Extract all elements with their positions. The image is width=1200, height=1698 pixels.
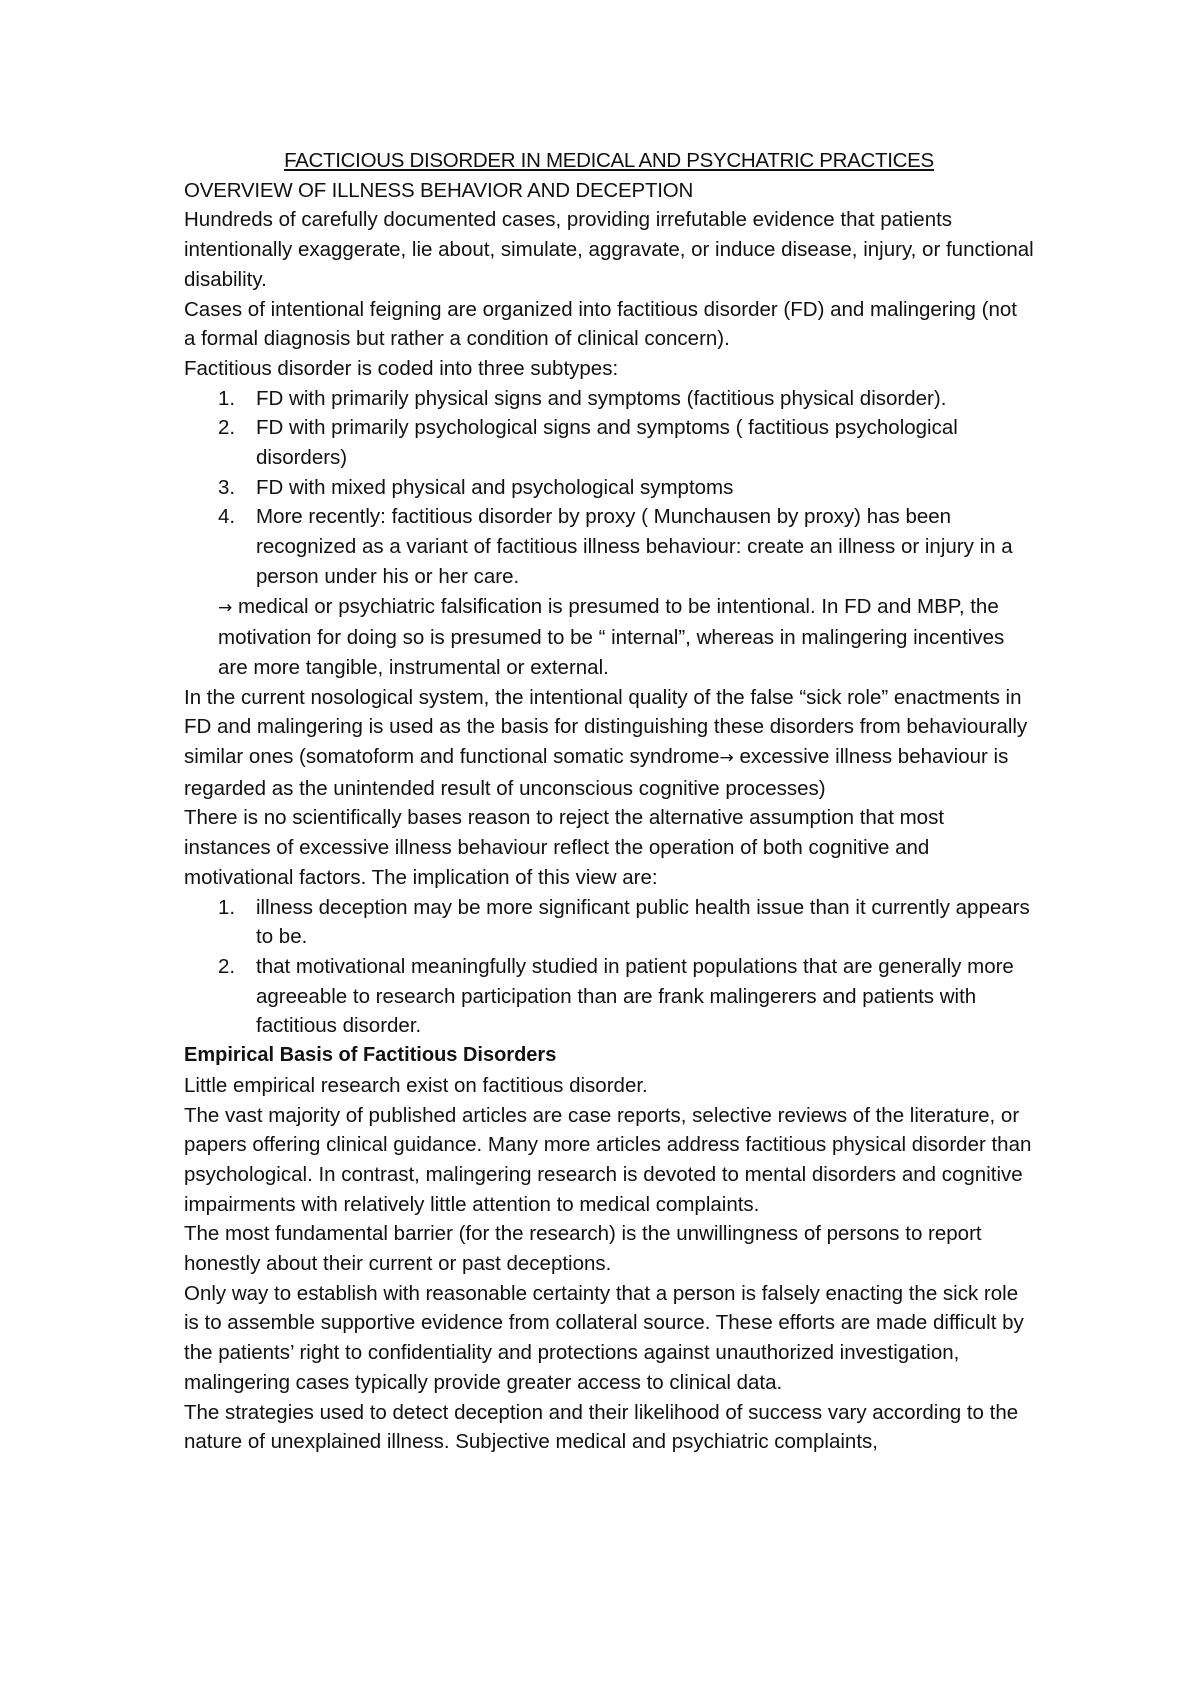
list-text: FD with primarily physical signs and symptoms (factitious physical disorder). <box>256 386 947 410</box>
document-title: FACTICIOUS DISORDER IN MEDICAL AND PSYCHATRIC PRACTICES <box>284 149 934 172</box>
list-text: that motivational meaningfully studied in patient populations that are generally more agreeable to research participation than are frank malingerers and patients with factitious disorder. <box>256 954 1014 1038</box>
paragraph-nosological-system <box>184 683 1034 804</box>
list-item <box>184 384 1034 414</box>
paragraph-subtypes-intro: Factitious disorder is coded into three subtypes: <box>184 356 619 380</box>
empirical-heading: Empirical Basis of Factitious Disorders <box>184 1044 557 1067</box>
arrow-note <box>184 592 1034 683</box>
list-item <box>184 413 1034 472</box>
paragraph-little-research: Little empirical research exist on factitious disorder. <box>184 1073 648 1097</box>
paragraph-detection-strategies: The strategies used to detect deception and their likelihood of success vary according to the nature of unexplained illness. Subjective medical and psychiatric complaints, <box>184 1400 1019 1454</box>
list-item <box>184 893 1034 952</box>
list-number: 2. <box>218 416 236 440</box>
arrow-right-icon: → <box>719 748 734 769</box>
subtypes-list <box>184 384 1034 592</box>
paragraph-alternative-assumption: There is no scientifically bases reason to reject the alternative assumption that most instances of excessive illness behaviour reflect the operation of both cognitive and motivational factors. The implication of this view are: <box>184 806 945 889</box>
paragraph-documented-cases: Hundreds of carefully documented cases, providing irrefutable evidence that patients intentionally exaggerate, lie about, simulate, aggravate, or induce disease, injury, or functional disability. <box>184 208 1034 291</box>
overview-heading: OVERVIEW OF ILLNESS BEHAVIOR AND DECEPTION <box>184 178 694 202</box>
list-text: FD with primarily psychological signs and symptoms ( factitious psychological disorders) <box>256 416 958 470</box>
arrow-note-text: medical or psychiatric falsification is presumed to be intentional. In FD and MBP, the motivation for doing so is presumed to be “ internal”, whereas in malingering incentives are more tangible, instrumental or external. <box>218 594 1005 679</box>
document-body <box>184 146 1034 1457</box>
paragraph-fundamental-barrier: The most fundamental barrier (for the research) is the unwillingness of persons to report honestly about their current or past deceptions. <box>184 1222 982 1276</box>
list-item <box>184 502 1034 591</box>
list-item <box>184 473 1034 503</box>
arrow-right-icon: → <box>218 597 233 618</box>
paragraph-nosological-text-2: excessive illness behaviour is regarded as the unintended result of unconscious cognitive processes) <box>184 745 1009 800</box>
paragraph-nosological-text-1: In the current nosological system, the intentional quality of the false “sick role” enactments in FD and malingering is used as the basis for distinguishing these disorders from behaviourally similar ones (somatoform and functional somatic syndrome <box>184 685 1028 769</box>
paragraph-intentional-feigning: Cases of intentional feigning are organized into factitious disorder (FD) and malingering (not a formal diagnosis but rather a condition of clinical concern). <box>184 297 1017 351</box>
list-number: 4. <box>218 505 236 529</box>
paragraph-collateral-evidence: Only way to establish with reasonable certainty that a person is falsely enacting the sick role is to assemble supportive evidence from collateral source. These efforts are made difficult by the patients’ right to confidentiality and protections against unauthorized investigation, malingering cases typically provide greater access to clinical data. <box>184 1281 1024 1394</box>
paragraph-published-articles: The vast majority of published articles are case reports, selective reviews of the literature, or papers offering clinical guidance. Many more articles address factitious physical disorder than psychological. In contrast, malingering research is devoted to mental disorders and cognitive impairments with relatively little attention to medical complaints. <box>184 1103 1032 1216</box>
implications-list <box>184 893 1034 1042</box>
list-text: FD with mixed physical and psychological symptoms <box>256 475 734 499</box>
list-number: 1. <box>218 895 236 919</box>
list-text: illness deception may be more significant public health issue than it currently appears to be. <box>256 895 1030 949</box>
list-text: More recently: factitious disorder by proxy ( Munchausen by proxy) has been recognized as a variant of factitious illness behaviour: create an illness or injury in a person under his or her care. <box>256 505 1013 588</box>
list-number: 3. <box>218 475 236 499</box>
list-item <box>184 952 1034 1041</box>
list-number: 2. <box>218 954 236 978</box>
list-number: 1. <box>218 386 236 410</box>
